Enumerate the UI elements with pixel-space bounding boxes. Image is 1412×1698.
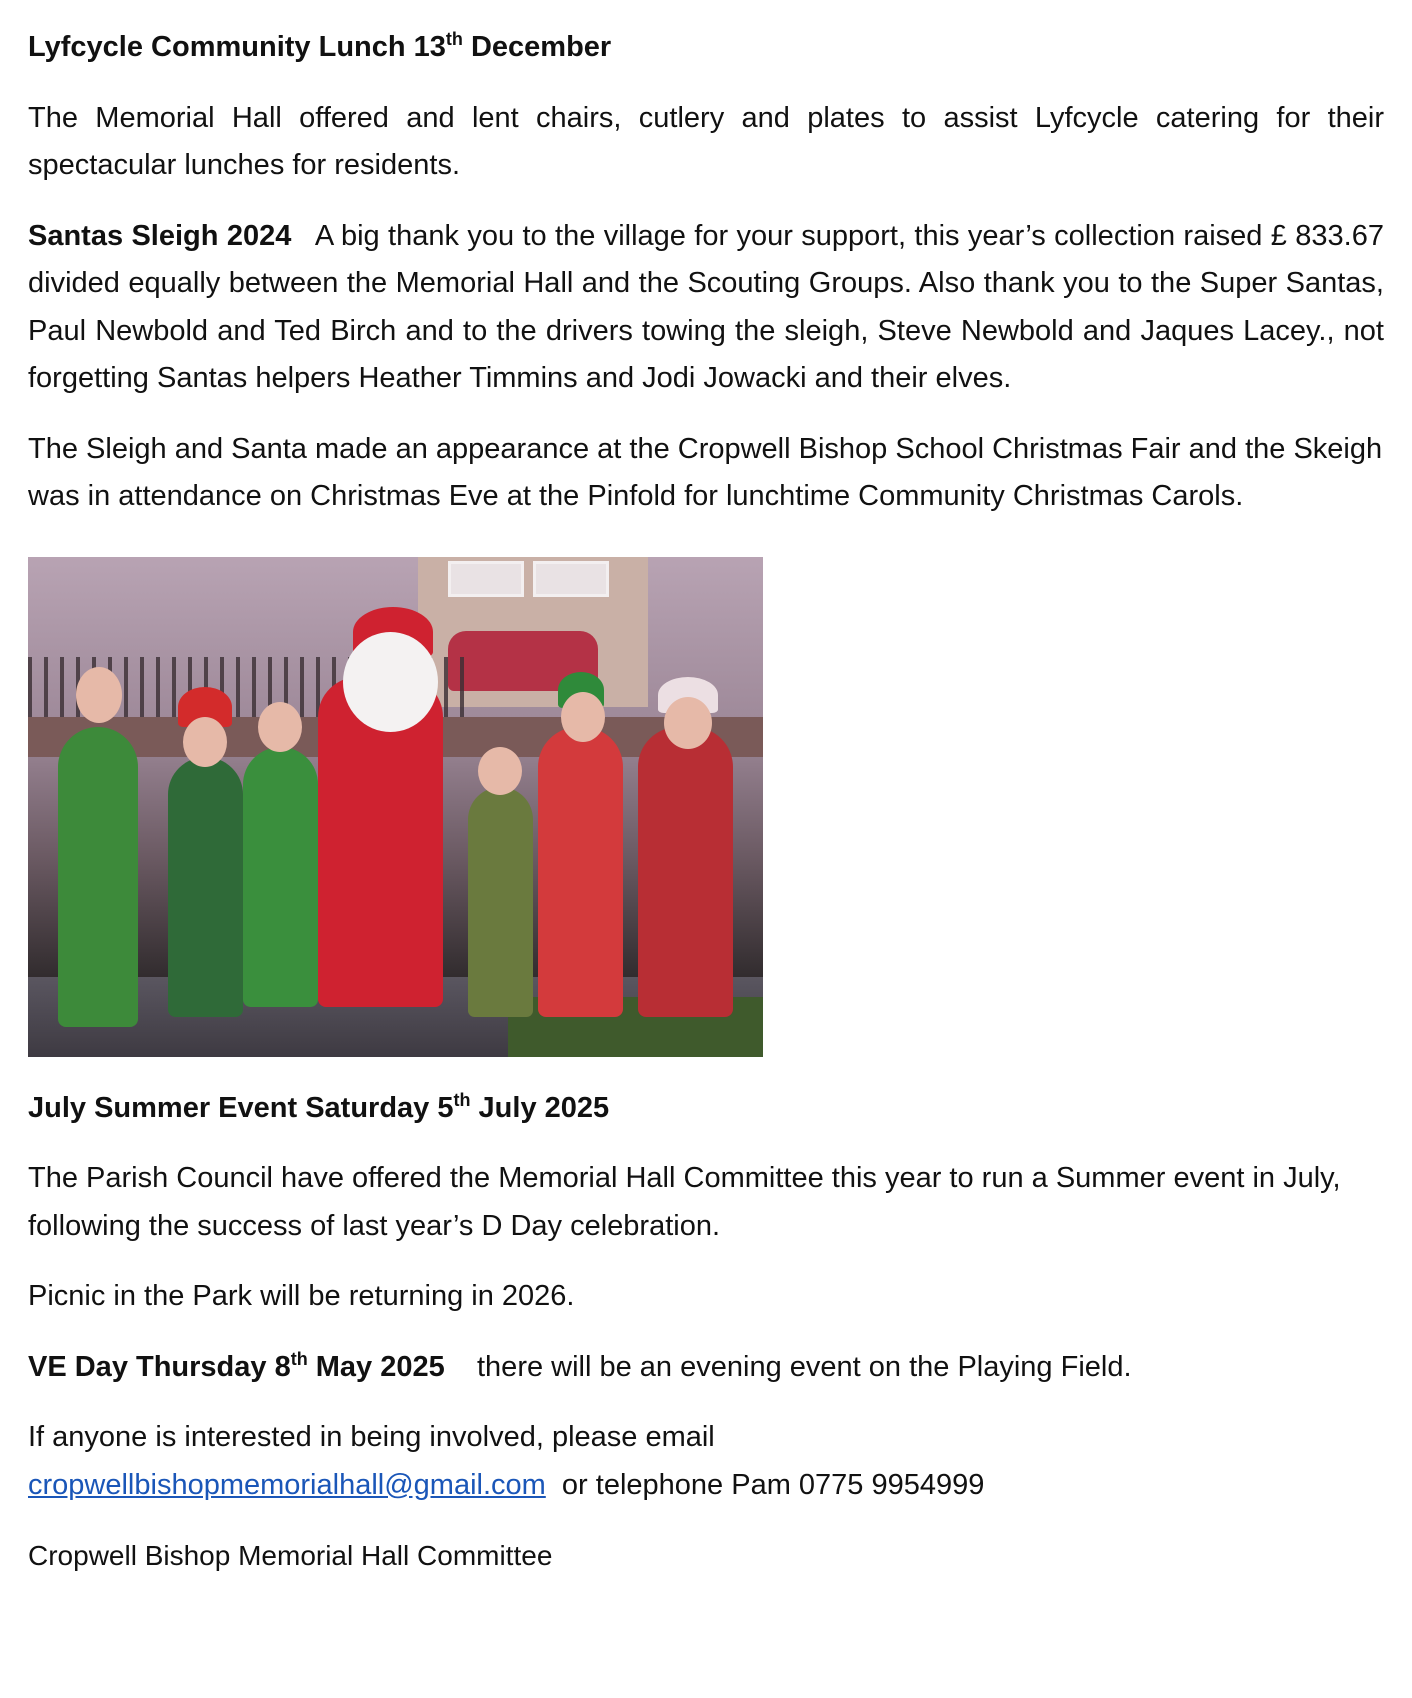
sleigh-paragraph-2: The Sleigh and Santa made an appearance at the Cropwell Bishop School Christmas Fair and the Skeigh was in attendance on Christmas Eve at the Pinfold for lunchtime Community Christmas Carols. [28, 432, 1383, 512]
photo-child [468, 787, 533, 1017]
lunch-heading-ordinal: th [445, 29, 463, 49]
photo-face [478, 747, 522, 795]
photo-face [183, 717, 227, 767]
veday-heading [28, 1348, 445, 1383]
sleigh-paragraph [28, 213, 1384, 403]
photo-elf [58, 727, 138, 1027]
summer-heading-month: July 2025 [470, 1091, 610, 1124]
sleigh-body: A big thank you to the village for your support, this year’s collection raised £ 833.67 divided equally between the Memorial Hall and the Scouting Groups. Also thank you to the Super Santas, Paul Newbold and Ted Birch and to the drivers towing the sleigh, Steve Newbold and Jaques Lacey., not forgetting Santas helpers Heather Timmins and Jodi Jowacki and their elves. [28, 219, 1384, 394]
sleigh-heading: Santas Sleigh 2024 [28, 219, 292, 252]
picnic-paragraph: Picnic in the Park will be returning in 2026. [28, 1280, 575, 1312]
photo-window [448, 561, 524, 597]
veday-heading-month: May 2025 [307, 1350, 445, 1383]
photo-face [561, 692, 605, 742]
santa-and-elves-photo [28, 557, 763, 1057]
lunch-heading [28, 24, 1384, 72]
photo-santa-beard [343, 632, 438, 732]
photo-child [538, 727, 623, 1017]
veday-heading-ordinal: th [290, 1348, 308, 1369]
contact-intro: If anyone is interested in being involved, please email [28, 1421, 715, 1453]
veday-heading-text: VE Day Thursday 8 [28, 1350, 291, 1383]
veday-body: there will be an evening event on the Playing Field. [477, 1350, 1132, 1383]
photo-face [258, 702, 302, 752]
summer-heading [28, 1085, 1384, 1133]
photo-face [664, 697, 712, 749]
veday-paragraph [28, 1344, 1384, 1392]
photo-window [533, 561, 609, 597]
summer-paragraph: The Parish Council have offered the Memorial Hall Committee this year to run a Summer event in July, following the success of last year’s D Day celebration. [28, 1162, 1341, 1242]
contact-paragraph [28, 1414, 1384, 1509]
lunch-heading-month: December [462, 31, 612, 63]
photo-elf [243, 747, 318, 1007]
photo-child [638, 727, 733, 1017]
lunch-heading-text: Lyfcycle Community Lunch 13 [28, 31, 446, 63]
contact-phone: or telephone Pam 0775 9954999 [561, 1468, 985, 1501]
summer-heading-ordinal: th [453, 1089, 471, 1110]
email-link[interactable]: cropwellbishopmemorialhall@gmail.com [28, 1468, 546, 1501]
photo-face [76, 667, 122, 723]
signature: Cropwell Bishop Memorial Hall Committee [28, 1540, 553, 1571]
summer-heading-text: July Summer Event Saturday 5 [28, 1091, 454, 1124]
lunch-paragraph: The Memorial Hall offered and lent chairs, cutlery and plates to assist Lyfcycle catering for their spectacular lunches for residents. [28, 101, 1384, 181]
photo-elf [168, 757, 243, 1017]
